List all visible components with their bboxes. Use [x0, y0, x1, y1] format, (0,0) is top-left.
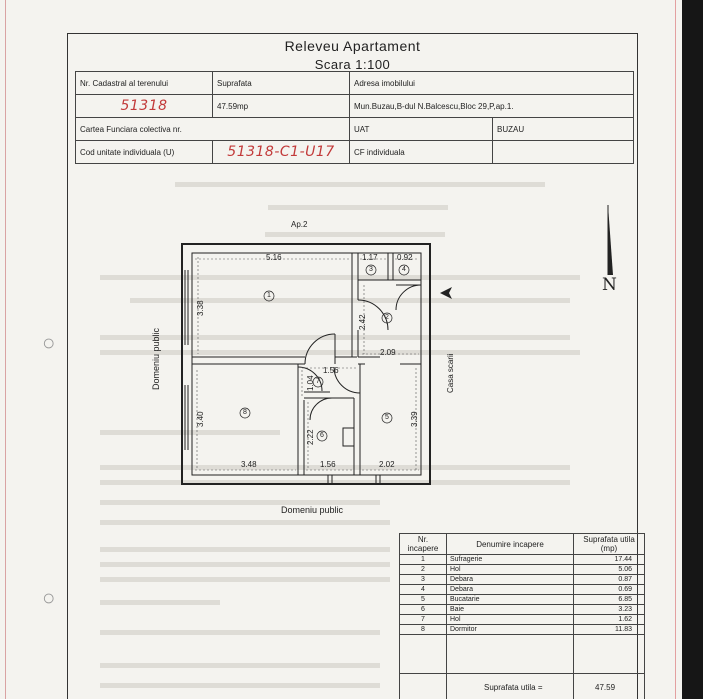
cadastral-value: 51318: [120, 98, 168, 114]
cf-label: CF individuala: [350, 141, 493, 164]
room-number: 2: [385, 314, 389, 321]
room-nr: 1: [400, 555, 447, 565]
room-area: 11.83: [574, 625, 645, 635]
room-area: 0.69: [574, 585, 645, 595]
dimension-label: 0.92: [397, 253, 413, 262]
area-value: 47.59mp: [213, 95, 350, 118]
address-label: Adresa imobilului: [350, 72, 634, 95]
total-label: Suprafata utila =: [484, 683, 543, 692]
room-number: 8: [243, 409, 247, 416]
room-nr: 2: [400, 565, 447, 575]
rooms-col-nr: Nr. incapere: [400, 534, 447, 555]
room-number: 4: [402, 266, 406, 273]
document-title: Releveu Apartament: [284, 38, 421, 54]
room-area: 3.23: [574, 605, 645, 615]
room-nr: 5: [400, 595, 447, 605]
room-name: Hol: [447, 615, 574, 625]
dimension-label: 1.04: [306, 375, 315, 391]
total-row: [399, 673, 645, 699]
dimension-label: 1.56: [323, 366, 339, 375]
unit-label: Cod unitate individuala (U): [76, 141, 213, 164]
dimension-label: 3.40: [196, 411, 205, 427]
uat-value: BUZAU: [493, 118, 634, 141]
carte-label: Cartea Funciara colectiva nr.: [76, 118, 350, 141]
north-arrow: [602, 205, 632, 310]
room-name: Dormitor: [447, 625, 574, 635]
left-public-domain-label: Domeniu public: [151, 327, 161, 390]
dimension-label: 5.16: [266, 253, 282, 262]
background-edge: [682, 0, 703, 699]
document-scale: Scara 1:100: [314, 57, 391, 72]
room-number: 5: [385, 414, 389, 421]
dimension-label: 1.17: [362, 253, 378, 262]
dimension-label: 3.38: [196, 300, 205, 316]
dimension-label: 2.09: [380, 348, 396, 357]
room-area: 0.87: [574, 575, 645, 585]
room-name: Hol: [447, 565, 574, 575]
room-nr: 7: [400, 615, 447, 625]
dimension-label: 2.42: [358, 314, 367, 330]
room-name: Bucatarie: [447, 595, 574, 605]
room-number: 7: [316, 378, 320, 385]
rooms-col-name: Denumire incapere: [447, 534, 574, 555]
room-nr: 3: [400, 575, 447, 585]
room-number: 3: [369, 266, 373, 273]
room-number: 6: [320, 432, 324, 439]
dimension-label: 3.39: [410, 411, 419, 427]
room-nr: 8: [400, 625, 447, 635]
room-row: [400, 625, 645, 635]
room-row: [400, 585, 645, 595]
apartment-label: Ap.2: [291, 220, 308, 229]
stairwell-label: Casa scarii: [446, 353, 455, 393]
north-label: N: [602, 275, 617, 295]
punch-hole-mark: ○: [42, 585, 56, 610]
room-row: [400, 555, 645, 565]
room-area: 6.85: [574, 595, 645, 605]
room-nr: 6: [400, 605, 447, 615]
room-row: [400, 595, 645, 605]
room-row: [400, 605, 645, 615]
room-area: 5.06: [574, 565, 645, 575]
room-row: [400, 575, 645, 585]
room-row: [400, 615, 645, 625]
room-area: 1.62: [574, 615, 645, 625]
room-name: Debara: [447, 575, 574, 585]
uat-label: UAT: [350, 118, 493, 141]
address-value: Mun.Buzau,B-dul N.Balcescu,Bloc 29,P,ap.1.: [350, 95, 634, 118]
area-label: Suprafata: [213, 72, 350, 95]
room-row: [400, 565, 645, 575]
room-number: 1: [267, 292, 271, 299]
dimension-label: 2.02: [379, 460, 395, 469]
total-value: 47.59: [595, 683, 616, 692]
bottom-public-domain-label: Domeniu public: [281, 505, 344, 515]
cadastral-label: Nr. Cadastral al terenului: [76, 72, 213, 95]
room-nr: 4: [400, 585, 447, 595]
unit-value: 51318-C1-U17: [227, 144, 335, 160]
rooms-col-area: Suprafata utila (mp): [574, 534, 645, 555]
dimension-label: 2.22: [306, 429, 315, 445]
dimension-label: 1.56: [320, 460, 336, 469]
dimension-label: 3.48: [241, 460, 257, 469]
room-name: Baie: [447, 605, 574, 615]
room-name: Debara: [447, 585, 574, 595]
room-name: Sufragerie: [447, 555, 574, 565]
room-area: 17.44: [574, 555, 645, 565]
punch-hole-mark: ○: [42, 330, 56, 355]
